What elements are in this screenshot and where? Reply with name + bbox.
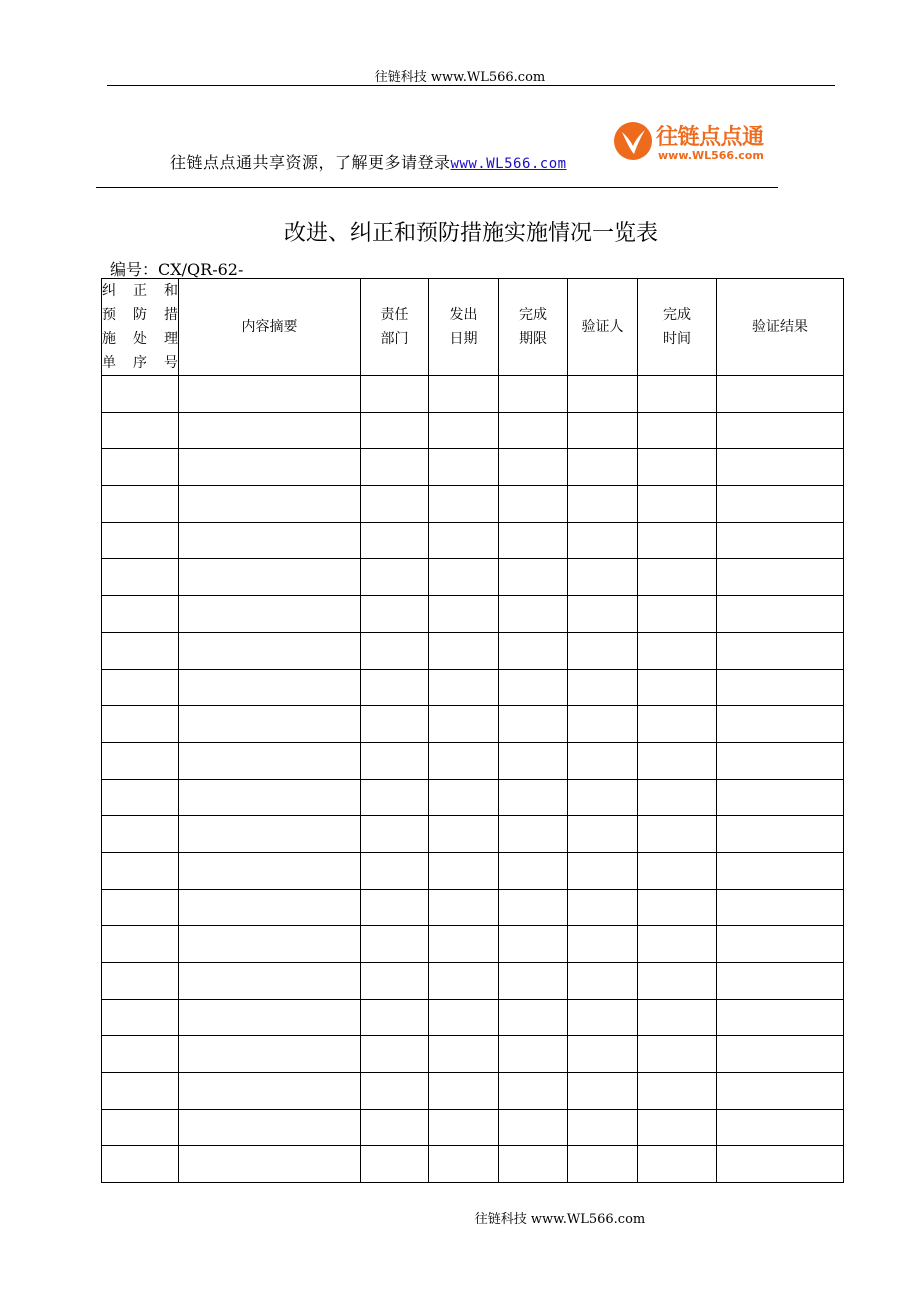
table-cell[interactable] xyxy=(179,559,361,596)
table-cell[interactable] xyxy=(499,926,568,963)
table-cell[interactable] xyxy=(102,596,179,633)
table-cell[interactable] xyxy=(717,1036,844,1073)
col-header-completion-time xyxy=(638,279,717,376)
table-cell[interactable] xyxy=(638,376,717,413)
table-row xyxy=(102,889,844,926)
table-cell[interactable] xyxy=(429,999,499,1036)
table-cell[interactable] xyxy=(429,632,499,669)
col-header-line: 发出 xyxy=(449,307,478,323)
table-cell[interactable] xyxy=(717,522,844,559)
promo-link[interactable]: www.WL566.com xyxy=(450,156,567,172)
table-cell[interactable] xyxy=(429,1036,499,1073)
table-cell[interactable] xyxy=(717,1146,844,1183)
table-cell[interactable] xyxy=(568,1036,638,1073)
table-cell[interactable] xyxy=(568,559,638,596)
table-row xyxy=(102,522,844,559)
table-cell[interactable] xyxy=(568,706,638,743)
table-cell[interactable] xyxy=(361,1109,429,1146)
col-header-line: 时间 xyxy=(663,331,691,347)
table-cell[interactable] xyxy=(179,669,361,706)
table-cell[interactable] xyxy=(102,742,179,779)
table-cell[interactable] xyxy=(638,1036,717,1073)
table-row xyxy=(102,999,844,1036)
table-cell[interactable] xyxy=(717,889,844,926)
table-cell[interactable] xyxy=(102,632,179,669)
table-cell[interactable] xyxy=(429,376,499,413)
table-cell[interactable] xyxy=(568,779,638,816)
table-cell[interactable] xyxy=(499,449,568,486)
table-cell[interactable] xyxy=(361,706,429,743)
table-cell[interactable] xyxy=(102,376,179,413)
table-cell[interactable] xyxy=(717,852,844,889)
table-cell[interactable] xyxy=(361,779,429,816)
table-row xyxy=(102,926,844,963)
table-cell[interactable] xyxy=(429,852,499,889)
table-cell[interactable] xyxy=(429,449,499,486)
table-cell[interactable] xyxy=(102,706,179,743)
table-cell[interactable] xyxy=(638,632,717,669)
table-cell[interactable] xyxy=(717,999,844,1036)
table-cell[interactable] xyxy=(499,486,568,523)
table-cell[interactable] xyxy=(717,632,844,669)
table-cell[interactable] xyxy=(568,926,638,963)
table-cell[interactable] xyxy=(429,596,499,633)
table-cell[interactable] xyxy=(361,999,429,1036)
brand-logo xyxy=(612,120,772,166)
table-cell[interactable] xyxy=(361,1073,429,1110)
table-cell[interactable] xyxy=(429,779,499,816)
table-body xyxy=(102,376,844,1183)
table-row xyxy=(102,1073,844,1110)
table-cell[interactable] xyxy=(361,376,429,413)
table-cell[interactable] xyxy=(638,669,717,706)
table-cell[interactable] xyxy=(102,559,179,596)
table-cell[interactable] xyxy=(179,852,361,889)
table-cell[interactable] xyxy=(102,449,179,486)
table-cell[interactable] xyxy=(429,706,499,743)
table-cell[interactable] xyxy=(499,632,568,669)
table-cell[interactable] xyxy=(638,963,717,1000)
table-cell[interactable] xyxy=(638,522,717,559)
table-cell[interactable] xyxy=(638,999,717,1036)
table-cell[interactable] xyxy=(717,412,844,449)
table-cell[interactable] xyxy=(638,449,717,486)
table-cell[interactable] xyxy=(499,522,568,559)
table-cell[interactable] xyxy=(568,412,638,449)
table-cell[interactable] xyxy=(429,559,499,596)
table-cell[interactable] xyxy=(499,706,568,743)
table-cell[interactable] xyxy=(717,669,844,706)
table-cell[interactable] xyxy=(179,706,361,743)
logo-mark-icon xyxy=(612,120,654,162)
table-cell[interactable] xyxy=(499,596,568,633)
table-cell[interactable] xyxy=(499,816,568,853)
table-cell[interactable] xyxy=(499,963,568,1000)
table-cell[interactable] xyxy=(568,889,638,926)
table-row xyxy=(102,669,844,706)
table-cell[interactable] xyxy=(179,376,361,413)
table-cell[interactable] xyxy=(568,669,638,706)
table-cell[interactable] xyxy=(568,596,638,633)
table-row xyxy=(102,816,844,853)
table-cell[interactable] xyxy=(499,376,568,413)
table-cell[interactable] xyxy=(429,412,499,449)
table-cell[interactable] xyxy=(638,889,717,926)
table-cell[interactable] xyxy=(361,449,429,486)
table-cell[interactable] xyxy=(361,926,429,963)
table-row xyxy=(102,376,844,413)
table-cell[interactable] xyxy=(102,1146,179,1183)
table-cell[interactable] xyxy=(429,522,499,559)
col-header-department xyxy=(361,279,429,376)
table-cell[interactable] xyxy=(638,852,717,889)
col-header-line: 日期 xyxy=(449,331,478,347)
table-cell[interactable] xyxy=(429,1109,499,1146)
table-cell[interactable] xyxy=(179,779,361,816)
table-cell[interactable] xyxy=(361,559,429,596)
table-cell[interactable] xyxy=(179,816,361,853)
table-cell[interactable] xyxy=(638,816,717,853)
table-cell[interactable] xyxy=(499,852,568,889)
promo-banner xyxy=(170,150,567,173)
table-cell[interactable] xyxy=(638,779,717,816)
table-cell[interactable] xyxy=(568,742,638,779)
col-header-verifier xyxy=(568,279,638,376)
table-cell[interactable] xyxy=(102,522,179,559)
col-header-line: 单序号 xyxy=(102,355,178,371)
table-cell[interactable] xyxy=(429,889,499,926)
table-cell[interactable] xyxy=(361,1036,429,1073)
table-row xyxy=(102,449,844,486)
table-cell[interactable] xyxy=(179,963,361,1000)
promo-text: 往链点点通共享资源，了解更多请登录 xyxy=(170,153,451,172)
table-cell[interactable] xyxy=(717,596,844,633)
table-header-row xyxy=(102,279,844,376)
logo-name: 往链点点通 xyxy=(656,125,764,150)
table-cell[interactable] xyxy=(638,926,717,963)
table-cell[interactable] xyxy=(499,742,568,779)
table-cell[interactable] xyxy=(102,1036,179,1073)
col-header-line: 施 处 理 xyxy=(102,331,178,347)
table-cell[interactable] xyxy=(179,1109,361,1146)
table-cell[interactable] xyxy=(638,1109,717,1146)
col-header-line: 验证结果 xyxy=(752,319,808,335)
table-cell[interactable] xyxy=(638,1146,717,1183)
table-cell[interactable] xyxy=(102,412,179,449)
table-cell[interactable] xyxy=(429,963,499,1000)
col-header-line: 完成 xyxy=(663,307,691,323)
table-row xyxy=(102,559,844,596)
table-cell[interactable] xyxy=(179,926,361,963)
table-cell[interactable] xyxy=(102,816,179,853)
table-row xyxy=(102,1109,844,1146)
page-header: 往链科技 www.WL566.com xyxy=(374,70,546,85)
table-cell[interactable] xyxy=(179,1036,361,1073)
table-cell[interactable] xyxy=(638,596,717,633)
table-row xyxy=(102,412,844,449)
logo-url-suffix: .com xyxy=(734,149,764,162)
table-row xyxy=(102,1146,844,1183)
table-cell[interactable] xyxy=(717,449,844,486)
table-cell[interactable] xyxy=(429,1146,499,1183)
header-divider xyxy=(107,85,835,86)
table-cell[interactable] xyxy=(568,816,638,853)
logo-url-brand: WL566 xyxy=(691,149,735,162)
document-code: 编号：CX/QR-62- xyxy=(110,260,244,279)
col-header-line: 内容摘要 xyxy=(241,319,298,335)
table-cell[interactable] xyxy=(179,596,361,633)
table-cell[interactable] xyxy=(499,999,568,1036)
table-cell[interactable] xyxy=(361,742,429,779)
table-cell[interactable] xyxy=(102,1109,179,1146)
table-cell[interactable] xyxy=(179,742,361,779)
table-cell[interactable] xyxy=(717,816,844,853)
table-cell[interactable] xyxy=(361,963,429,1000)
table-cell[interactable] xyxy=(361,596,429,633)
table-cell[interactable] xyxy=(361,486,429,523)
col-header-deadline xyxy=(499,279,568,376)
table-cell[interactable] xyxy=(717,742,844,779)
table-cell[interactable] xyxy=(102,963,179,1000)
table-cell[interactable] xyxy=(429,742,499,779)
table-cell[interactable] xyxy=(179,449,361,486)
col-header-line: 纠 正 和 xyxy=(102,283,178,299)
table-cell[interactable] xyxy=(361,412,429,449)
table-cell[interactable] xyxy=(179,486,361,523)
table-row xyxy=(102,963,844,1000)
table-cell[interactable] xyxy=(429,926,499,963)
table-cell[interactable] xyxy=(568,1109,638,1146)
table-cell[interactable] xyxy=(499,889,568,926)
table-cell[interactable] xyxy=(499,412,568,449)
table-cell[interactable] xyxy=(717,963,844,1000)
table-row xyxy=(102,486,844,523)
table-cell[interactable] xyxy=(102,889,179,926)
table-cell[interactable] xyxy=(361,669,429,706)
promo-divider xyxy=(96,187,778,188)
table-cell[interactable] xyxy=(102,852,179,889)
table-cell[interactable] xyxy=(429,816,499,853)
table-cell[interactable] xyxy=(361,889,429,926)
table-cell[interactable] xyxy=(638,1073,717,1110)
table-cell[interactable] xyxy=(179,632,361,669)
col-header-line: 期限 xyxy=(519,331,547,347)
table-cell[interactable] xyxy=(717,779,844,816)
col-header-line: 验证人 xyxy=(581,319,624,335)
table-cell[interactable] xyxy=(102,669,179,706)
table-row xyxy=(102,779,844,816)
table-cell[interactable] xyxy=(102,999,179,1036)
table-cell[interactable] xyxy=(568,1146,638,1183)
table-cell[interactable] xyxy=(568,486,638,523)
table-cell[interactable] xyxy=(638,742,717,779)
table-cell[interactable] xyxy=(568,632,638,669)
table-row xyxy=(102,852,844,889)
table-cell[interactable] xyxy=(717,926,844,963)
col-header-line: 部门 xyxy=(380,331,409,347)
table-cell[interactable] xyxy=(717,559,844,596)
table-cell[interactable] xyxy=(179,999,361,1036)
logo-url-prefix: www. xyxy=(658,149,692,162)
table-cell[interactable] xyxy=(717,1073,844,1110)
table-cell[interactable] xyxy=(179,889,361,926)
table-cell[interactable] xyxy=(361,1146,429,1183)
table-cell[interactable] xyxy=(429,1073,499,1110)
col-header-line: 预 防 措 xyxy=(102,307,178,323)
logo-url xyxy=(658,149,764,162)
table-cell[interactable] xyxy=(499,1146,568,1183)
table-cell[interactable] xyxy=(568,449,638,486)
table-cell[interactable] xyxy=(568,999,638,1036)
table-row xyxy=(102,742,844,779)
record-table xyxy=(101,278,844,1183)
table-cell[interactable] xyxy=(717,706,844,743)
table-cell[interactable] xyxy=(499,779,568,816)
table-row xyxy=(102,706,844,743)
col-header-line: 责任 xyxy=(380,307,409,323)
table-cell[interactable] xyxy=(568,852,638,889)
document-title: 改进、纠正和预防措施实施情况一览表 xyxy=(283,221,658,246)
table-cell[interactable] xyxy=(429,669,499,706)
col-header-summary xyxy=(179,279,361,376)
col-header-verification-result xyxy=(717,279,844,376)
table-cell[interactable] xyxy=(102,926,179,963)
table-cell[interactable] xyxy=(499,1036,568,1073)
table-row xyxy=(102,632,844,669)
table-cell[interactable] xyxy=(499,1109,568,1146)
table-cell[interactable] xyxy=(717,1109,844,1146)
table-cell[interactable] xyxy=(499,1073,568,1110)
table-cell[interactable] xyxy=(499,669,568,706)
table-cell[interactable] xyxy=(568,376,638,413)
table-cell[interactable] xyxy=(179,522,361,559)
col-header-order-no xyxy=(102,279,179,376)
table-cell[interactable] xyxy=(179,1073,361,1110)
col-header-line: 完成 xyxy=(519,307,547,323)
table-cell[interactable] xyxy=(361,852,429,889)
table-cell[interactable] xyxy=(361,632,429,669)
table-cell[interactable] xyxy=(717,486,844,523)
page-footer: 往链科技 www.WL566.com xyxy=(474,1212,646,1227)
table-cell[interactable] xyxy=(179,412,361,449)
table-cell[interactable] xyxy=(499,559,568,596)
table-cell[interactable] xyxy=(638,486,717,523)
table-cell[interactable] xyxy=(102,779,179,816)
table-cell[interactable] xyxy=(429,486,499,523)
table-cell[interactable] xyxy=(102,1073,179,1110)
table-cell[interactable] xyxy=(361,522,429,559)
table-cell[interactable] xyxy=(102,486,179,523)
table-cell[interactable] xyxy=(717,376,844,413)
table-cell[interactable] xyxy=(638,412,717,449)
table-cell[interactable] xyxy=(361,816,429,853)
table-row xyxy=(102,596,844,633)
col-header-issue-date xyxy=(429,279,499,376)
table-row xyxy=(102,1036,844,1073)
table-cell[interactable] xyxy=(179,1146,361,1183)
table-cell[interactable] xyxy=(568,963,638,1000)
table-cell[interactable] xyxy=(638,706,717,743)
table-cell[interactable] xyxy=(638,559,717,596)
table-cell[interactable] xyxy=(568,522,638,559)
table-cell[interactable] xyxy=(568,1073,638,1110)
